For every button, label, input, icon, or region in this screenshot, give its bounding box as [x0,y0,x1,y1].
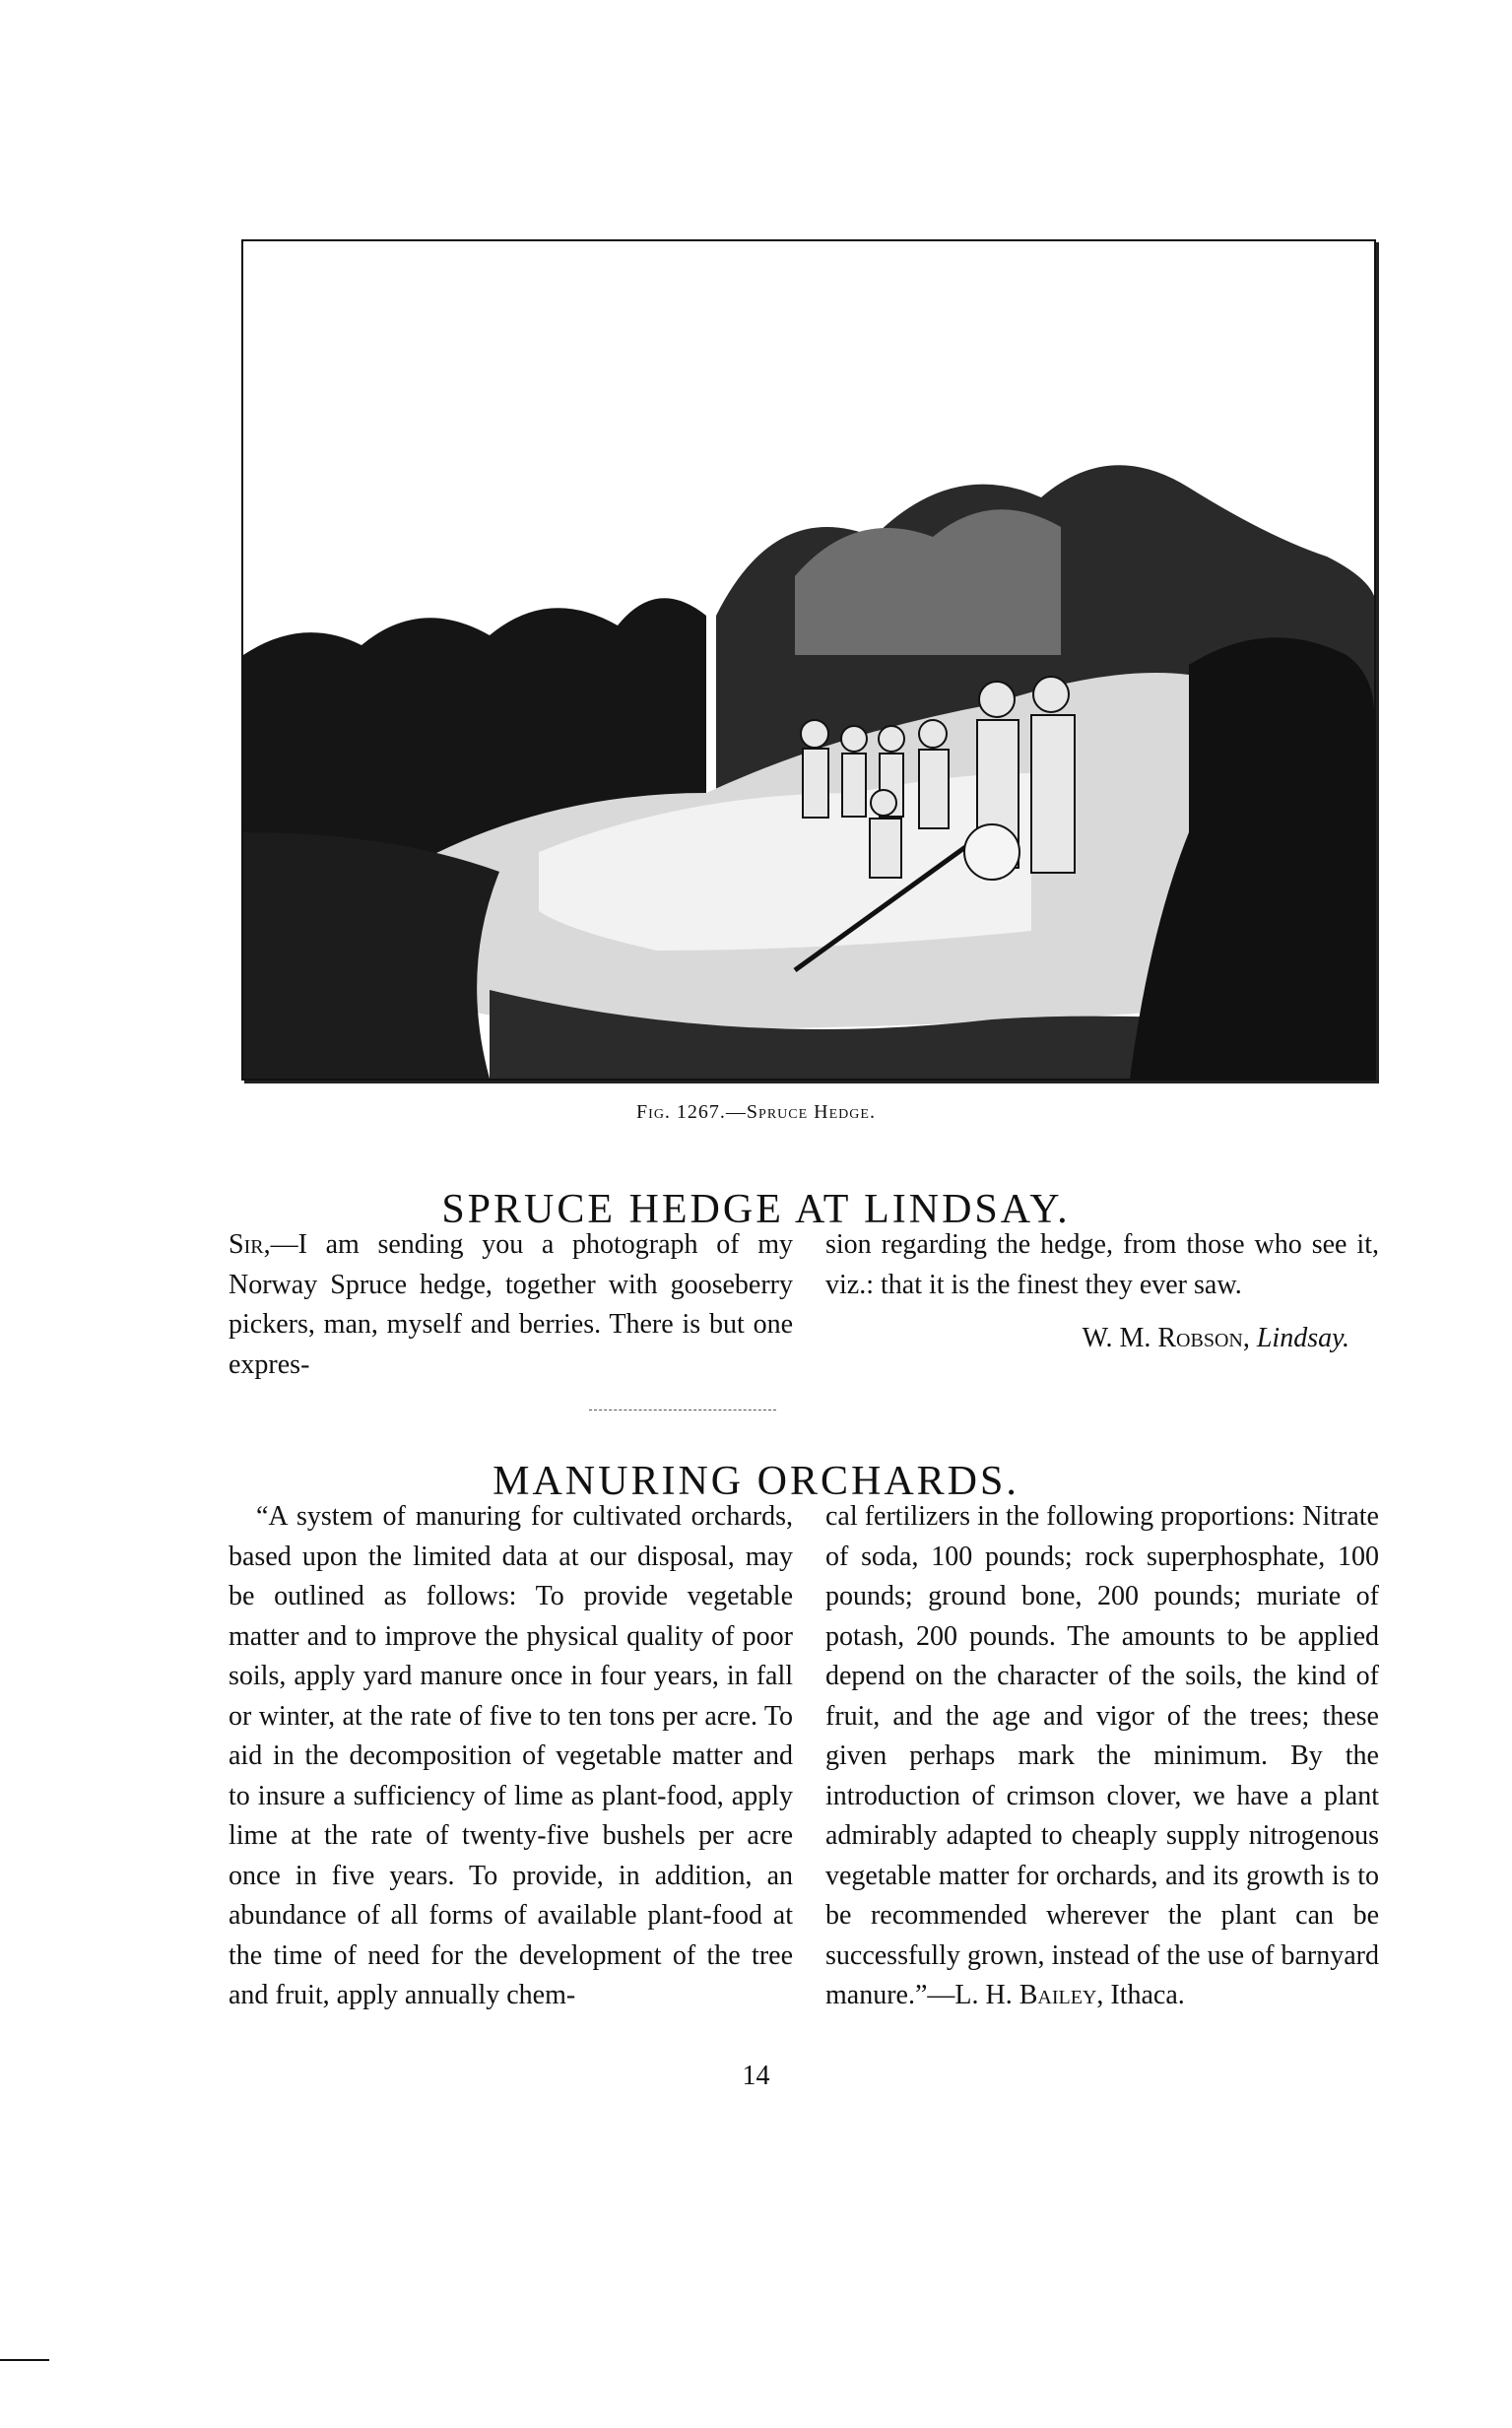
salutation: Sir, [229,1229,271,1260]
signature-place: Lindsay. [1256,1323,1349,1353]
article2-column-right [825,1497,1379,2016]
article-title-manuring-orchards: MANURING ORCHARDS. [493,1459,1019,1505]
spruce-hedge-photo [241,239,1376,1081]
article2-author-place: Ithaca. [1110,1980,1185,2010]
article1-column-right [825,1225,1379,1359]
edge-mark [0,2359,49,2361]
page-number: 14 [742,2061,770,2091]
article1-text-left: —I am sending you a photograph of my Norway Spruce hedge, together with gooseberry pickers, man, myself and berries. There is but one expres- [229,1229,793,1380]
signature-name: W. M. Robson, [1082,1323,1250,1353]
article2-text-left: “A system of manuring for cultivated orchards, based upon the limited data at our disposal, may be outlined as follows: To provide vegetable matter and to improve the physical quality of poor soils, apply yard manure once in four years, in fall or winter, at the rate of five to ten tons per acre. To aid in the decomposition of vegetable matter and to insure a sufficiency of lime as plant-food, apply lime at the rate of twenty-five bushels per acre once in five years. To provide, in addition, an abundance of all forms of available plant-food at the time of need for the development of the tree and fruit, apply annually chem- [229,1501,793,2010]
section-divider [589,1410,776,1411]
article-title-spruce-hedge: SPRUCE HEDGE AT LINDSAY. [441,1187,1071,1233]
article1-signature [825,1319,1379,1359]
article2-text-right: cal fertilizers in the following proportions: Nitrate of soda, 100 pounds; rock superphosphate, 100 pounds; ground bone, 200 pounds; muriate of potash, 200 pounds. The amounts to be applied depend on the character of the soils, the kind of fruit, and the age and vigor of the trees; these given perhaps mark the minimum. By the introduction of crimson clover, we have a plant admirably adapted to cheaply supply nitrogenous vegetable matter for orchards, and its growth is to be recommended wherever the plant can be successfully grown, instead of the use of barnyard manure.”— [825,1501,1379,2010]
article1-paragraph [229,1225,793,1385]
figure-caption: Fig. 1267.—Spruce Hedge. [636,1101,876,1123]
article2-author: L. H. Bailey, [954,1980,1104,2010]
article2-paragraph-right [825,1497,1379,2016]
article1-text-right: sion regarding the hedge, from those who see it, viz.: that it is the finest they ever saw. [825,1229,1379,1300]
article1-column-left [229,1225,793,1385]
photo-illustration [243,241,1374,1079]
article2-column-left [229,1497,793,2016]
